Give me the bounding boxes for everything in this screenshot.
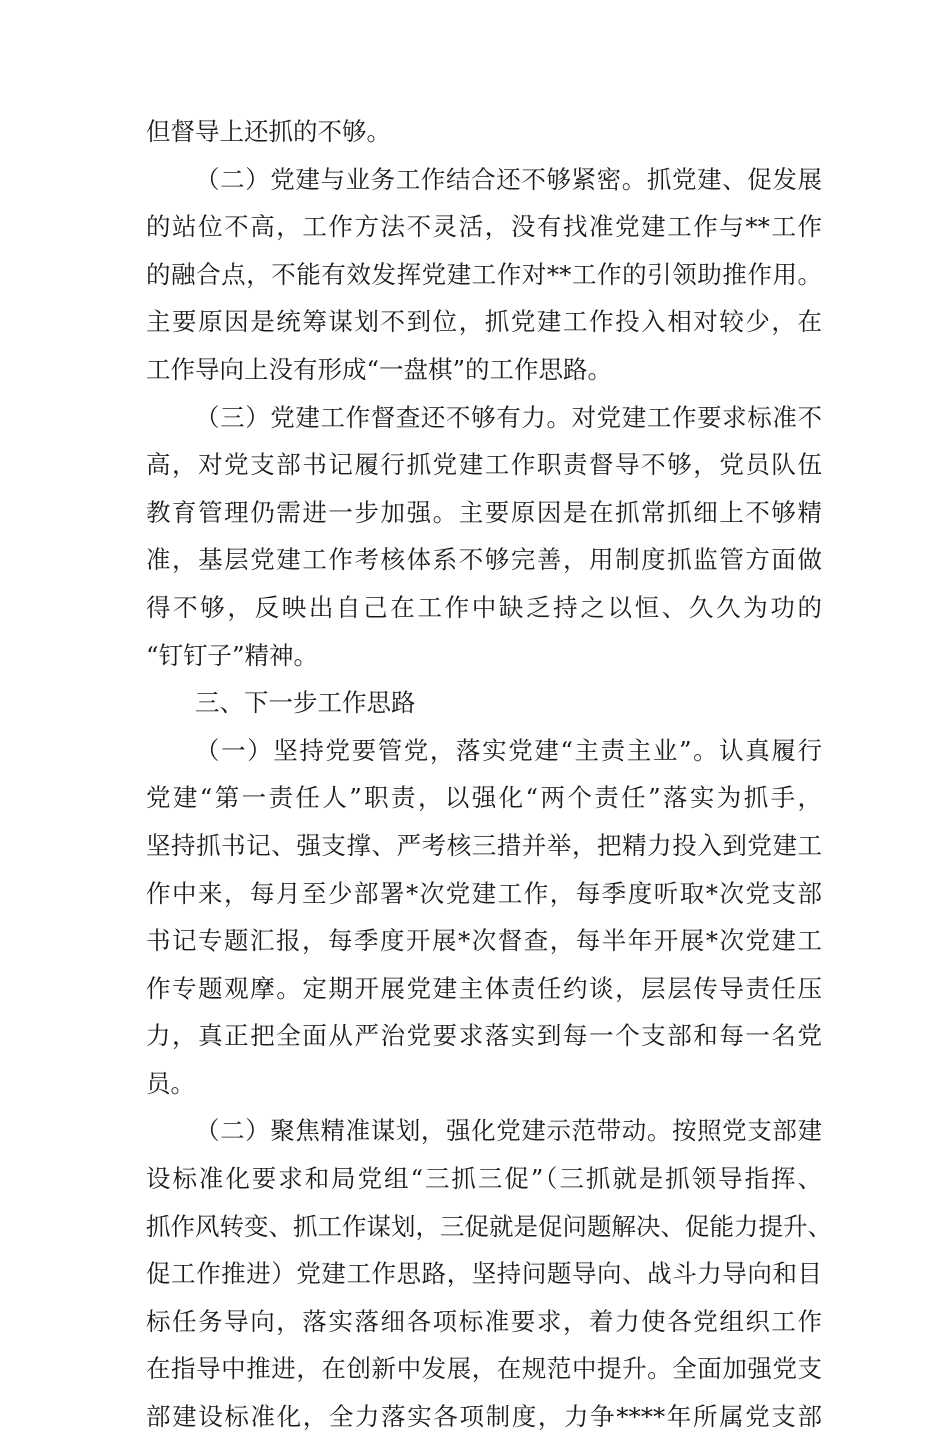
text-line: 准，基层党建工作考核体系不够完善，用制度抓监管方面做 xyxy=(146,545,822,575)
text-line: 的融合点，不能有效发挥党建工作对**工作的引领助推作用。 xyxy=(146,259,822,289)
text-line: 作专题观摩。定期开展党建主体责任约谈，层层传导责任压 xyxy=(146,973,822,1003)
text-line: 党建“第一责任人”职责，以强化“两个责任”落实为抓手， xyxy=(146,783,822,813)
text-line: 三、下一步工作思路 xyxy=(195,688,416,718)
text-line: 促工作推进）党建工作思路，坚持问题导向、战斗力导向和目 xyxy=(146,1259,822,1289)
text-line: 力，真正把全面从严治党要求落实到每一个支部和每一名党 xyxy=(146,1021,822,1051)
document-body xyxy=(146,108,832,1441)
text-line: 抓作风转变、抓工作谋划，三促就是促问题解决、促能力提升、 xyxy=(146,1211,832,1241)
text-line: 在指导中推进，在创新中发展，在规范中提升。全面加强党支 xyxy=(146,1354,822,1384)
text-line: （一）坚持党要管党，落实党建“主责主业”。认真履行 xyxy=(195,735,822,765)
text-line: 部建设标准化，全力落实各项制度，力争****年所属党支部 xyxy=(146,1402,822,1432)
text-line: 标任务导向，落实落细各项标准要求，着力使各党组织工作 xyxy=(146,1306,822,1336)
text-line: （二）党建与业务工作结合还不够紧密。抓党建、促发展 xyxy=(195,164,822,194)
text-line: 书记专题汇报，每季度开展*次督查，每半年开展*次党建工 xyxy=(146,926,822,956)
text-line: 得不够，反映出自己在工作中缺乏持之以恒、久久为功的 xyxy=(146,592,822,622)
text-line: 主要原因是统筹谋划不到位，抓党建工作投入相对较少，在 xyxy=(146,307,822,337)
text-line: （三）党建工作督查还不够有力。对党建工作要求标准不 xyxy=(195,402,822,432)
text-line: 员。 xyxy=(146,1068,195,1098)
text-line: 教育管理仍需进一步加强。主要原因是在抓常抓细上不够精 xyxy=(146,497,822,527)
text-line: 工作导向上没有形成“一盘棋”的工作思路。 xyxy=(146,354,613,384)
text-line: 设标准化要求和局党组“三抓三促”（三抓就是抓领导指挥、 xyxy=(146,1164,822,1194)
text-line: 坚持抓书记、强支撑、严考核三措并举，把精力投入到党建工 xyxy=(146,830,822,860)
text-line: 的站位不高，工作方法不灵活，没有找准党建工作与**工作 xyxy=(146,212,822,242)
text-line: “钉钉子”精神。 xyxy=(146,640,319,670)
text-line: 高，对党支部书记履行抓党建工作职责督导不够，党员队伍 xyxy=(146,450,822,480)
text-line: （二）聚焦精准谋划，强化党建示范带动。按照党支部建 xyxy=(195,1116,822,1146)
text-line: 作中来，每月至少部署*次党建工作，每季度听取*次党支部 xyxy=(146,878,822,908)
text-line: 但督导上还抓的不够。 xyxy=(146,117,391,146)
